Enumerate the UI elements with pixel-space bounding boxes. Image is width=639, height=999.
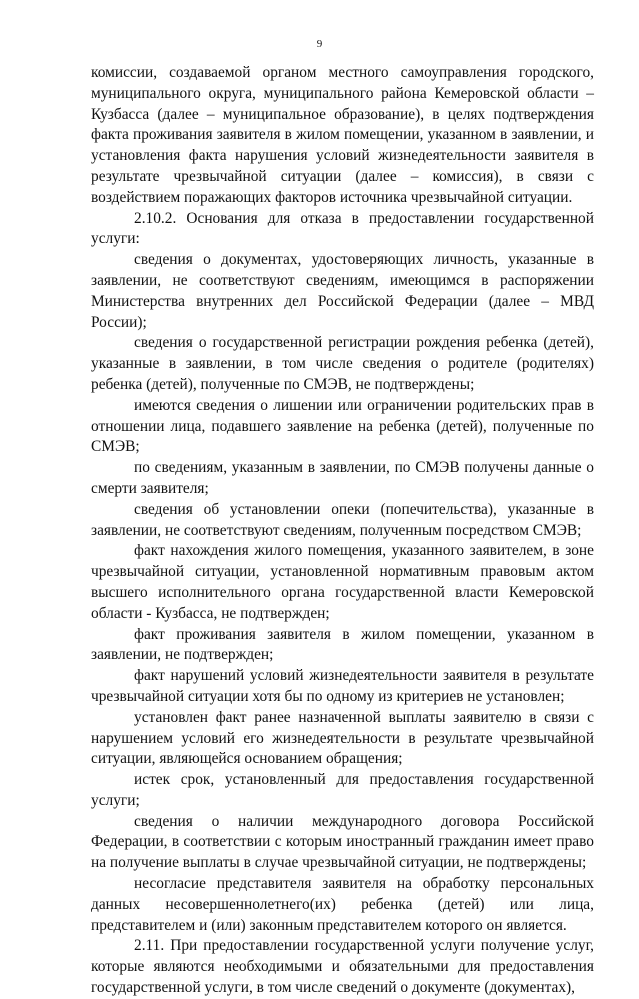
paragraph-guardianship: сведения об установлении опеки (попечительства), указанные в заявлении, не соответствуют сведениям, полученным посредством СМЭВ; [91, 500, 594, 539]
paragraph-previous-payment: установлен факт ранее назначенной выплаты заявителю в связи с нарушением условий его жизнедеятельности в результате чрезвычайной ситуации, являющейся основанием обращения; [91, 708, 594, 768]
paragraph-refusal-grounds-heading: 2.10.2. Основания для отказа в предоставлении государственной услуги: [91, 209, 594, 248]
paragraph-residence-fact: факт проживания заявителя в жилом помещении, указанном в заявлении, не подтвержден; [91, 625, 594, 664]
paragraph-section-2-11: 2.11. При предоставлении государственной услуги получение услуг, которые являются необходимыми и обязательными для предоставления государственной услуги, в том числе сведений о документе (документах), [91, 937, 594, 997]
paragraph-emergency-zone: факт нахождения жилого помещения, указанного заявителем, в зоне чрезвычайной ситуации, установленной нормативным правовым актом высшего исполнительного органа государственной власти Кемеровской области - Кузбасса, не подтвержден; [91, 542, 594, 622]
paragraph-commission-continuation: комиссии, создаваемой органом местного самоуправления городского, муниципального округа, муниципального района Кемеровской области – Кузбасса (далее – муниципальное образование), в целях подтверждения факта проживания заявителя в жилом помещении, указанном в заявлении, и установления факта нарушения условий жизнедеятельности заявителя в результате чрезвычайной ситуации (далее – комиссия), в связи с воздействием поражающих факторов источника чрезвычайной ситуации. [91, 64, 594, 206]
paragraph-parental-rights: имеются сведения о лишении или ограничении родительских прав в отношении лица, подавшего заявление на ребенка (детей), полученные по СМЭВ; [91, 396, 594, 456]
paragraph-birth-registration: сведения о государственной регистрации рождения ребенка (детей), указанные в заявлении, в том числе сведения о родителе (родителях) ребенка (детей), полученные по СМЭВ, не подтверждены; [91, 334, 594, 393]
paragraph-identity-documents: сведения о документах, удостоверяющих личность, указанные в заявлении, не соответствуют сведениям, имеющимся в распоряжении Министерства внутренних дел Российской Федерации (далее – МВД России); [91, 251, 594, 331]
page-number: 9 [316, 38, 323, 50]
paragraph-personal-data-consent: несогласие представителя заявителя на обработку персональных данных несовершеннолетнего(их) ребенка (детей) или лица, представителем и (или) законным представителем которого он является. [91, 875, 594, 934]
document-body [91, 63, 594, 999]
paragraph-death-of-applicant: по сведениям, указанным в заявлении, по СМЭВ получены данные о смерти заявителя; [91, 459, 594, 497]
paragraph-international-treaty: сведения о наличии международного договора Российской Федерации, в соответствии с которым иностранный гражданин имеет право на получение выплаты в случае чрезвычайной ситуации, не подтверждены; [91, 812, 594, 872]
paragraph-deadline-expired: истек срок, установленный для предоставления государственной услуги; [91, 771, 594, 809]
paragraph-living-conditions: факт нарушений условий жизнедеятельности заявителя в результате чрезвычайной ситуации хотя бы по одному из критериев не установлен; [91, 667, 594, 705]
